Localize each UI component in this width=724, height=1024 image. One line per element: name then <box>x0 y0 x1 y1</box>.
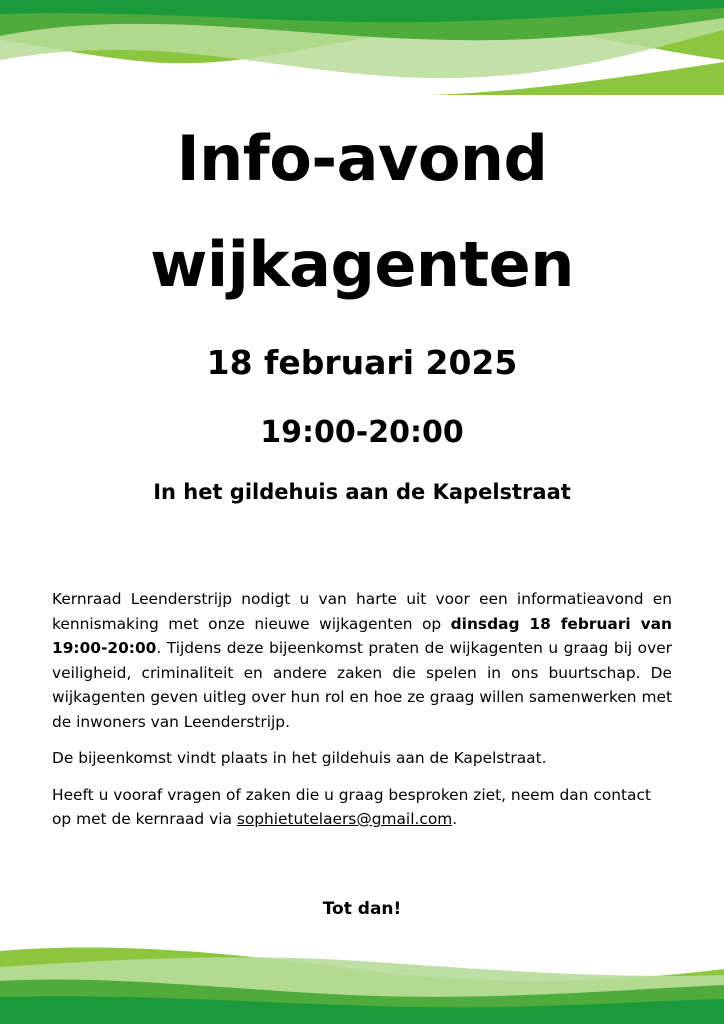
closing-text: Tot dan! <box>322 899 402 919</box>
title-line-1: Info-avond <box>176 122 548 195</box>
invitation-paragraph <box>52 587 672 734</box>
event-date: 18 februari 2025 <box>206 343 518 382</box>
contact-email-link[interactable]: sophietutelaers@gmail.com <box>236 810 453 828</box>
contact-intro: Heeft u vooraf vragen of zaken die u graag besproken ziet, neem dan contact op met de kernraad via <box>52 785 651 828</box>
contact-paragraph <box>52 783 672 832</box>
event-location: In het gildehuis aan de Kapelstraat <box>153 480 571 504</box>
invitation-intro: Kernraad Leenderstrijp nodigt u van harte uit voor een informatieavond en kennismaking met onze nieuwe wijkagenten op <box>52 590 672 633</box>
title-line-2: wijkagenten <box>150 228 574 301</box>
top-wave-decoration <box>0 0 724 95</box>
contact-end: . <box>452 810 458 828</box>
body-text <box>52 587 672 844</box>
event-time: 19:00-20:00 <box>260 415 464 450</box>
invitation-rest: . Tijdens deze bijeenkomst praten de wijkagenten u graag bij over veiligheid, criminaliteit en andere zaken die spelen in ons buurtschap. De wijkagenten geven uitleg over hun rol en hoe ze graag willen samenwerken met de inwoners van Leenderstrijp. <box>52 639 672 731</box>
venue-paragraph: De bijeenkomst vindt plaats in het gildehuis aan de Kapelstraat. <box>52 749 547 767</box>
invitation-emphasis: dinsdag 18 februari van 19:00-20:00 <box>52 614 672 657</box>
bottom-wave-decoration <box>0 939 724 1024</box>
